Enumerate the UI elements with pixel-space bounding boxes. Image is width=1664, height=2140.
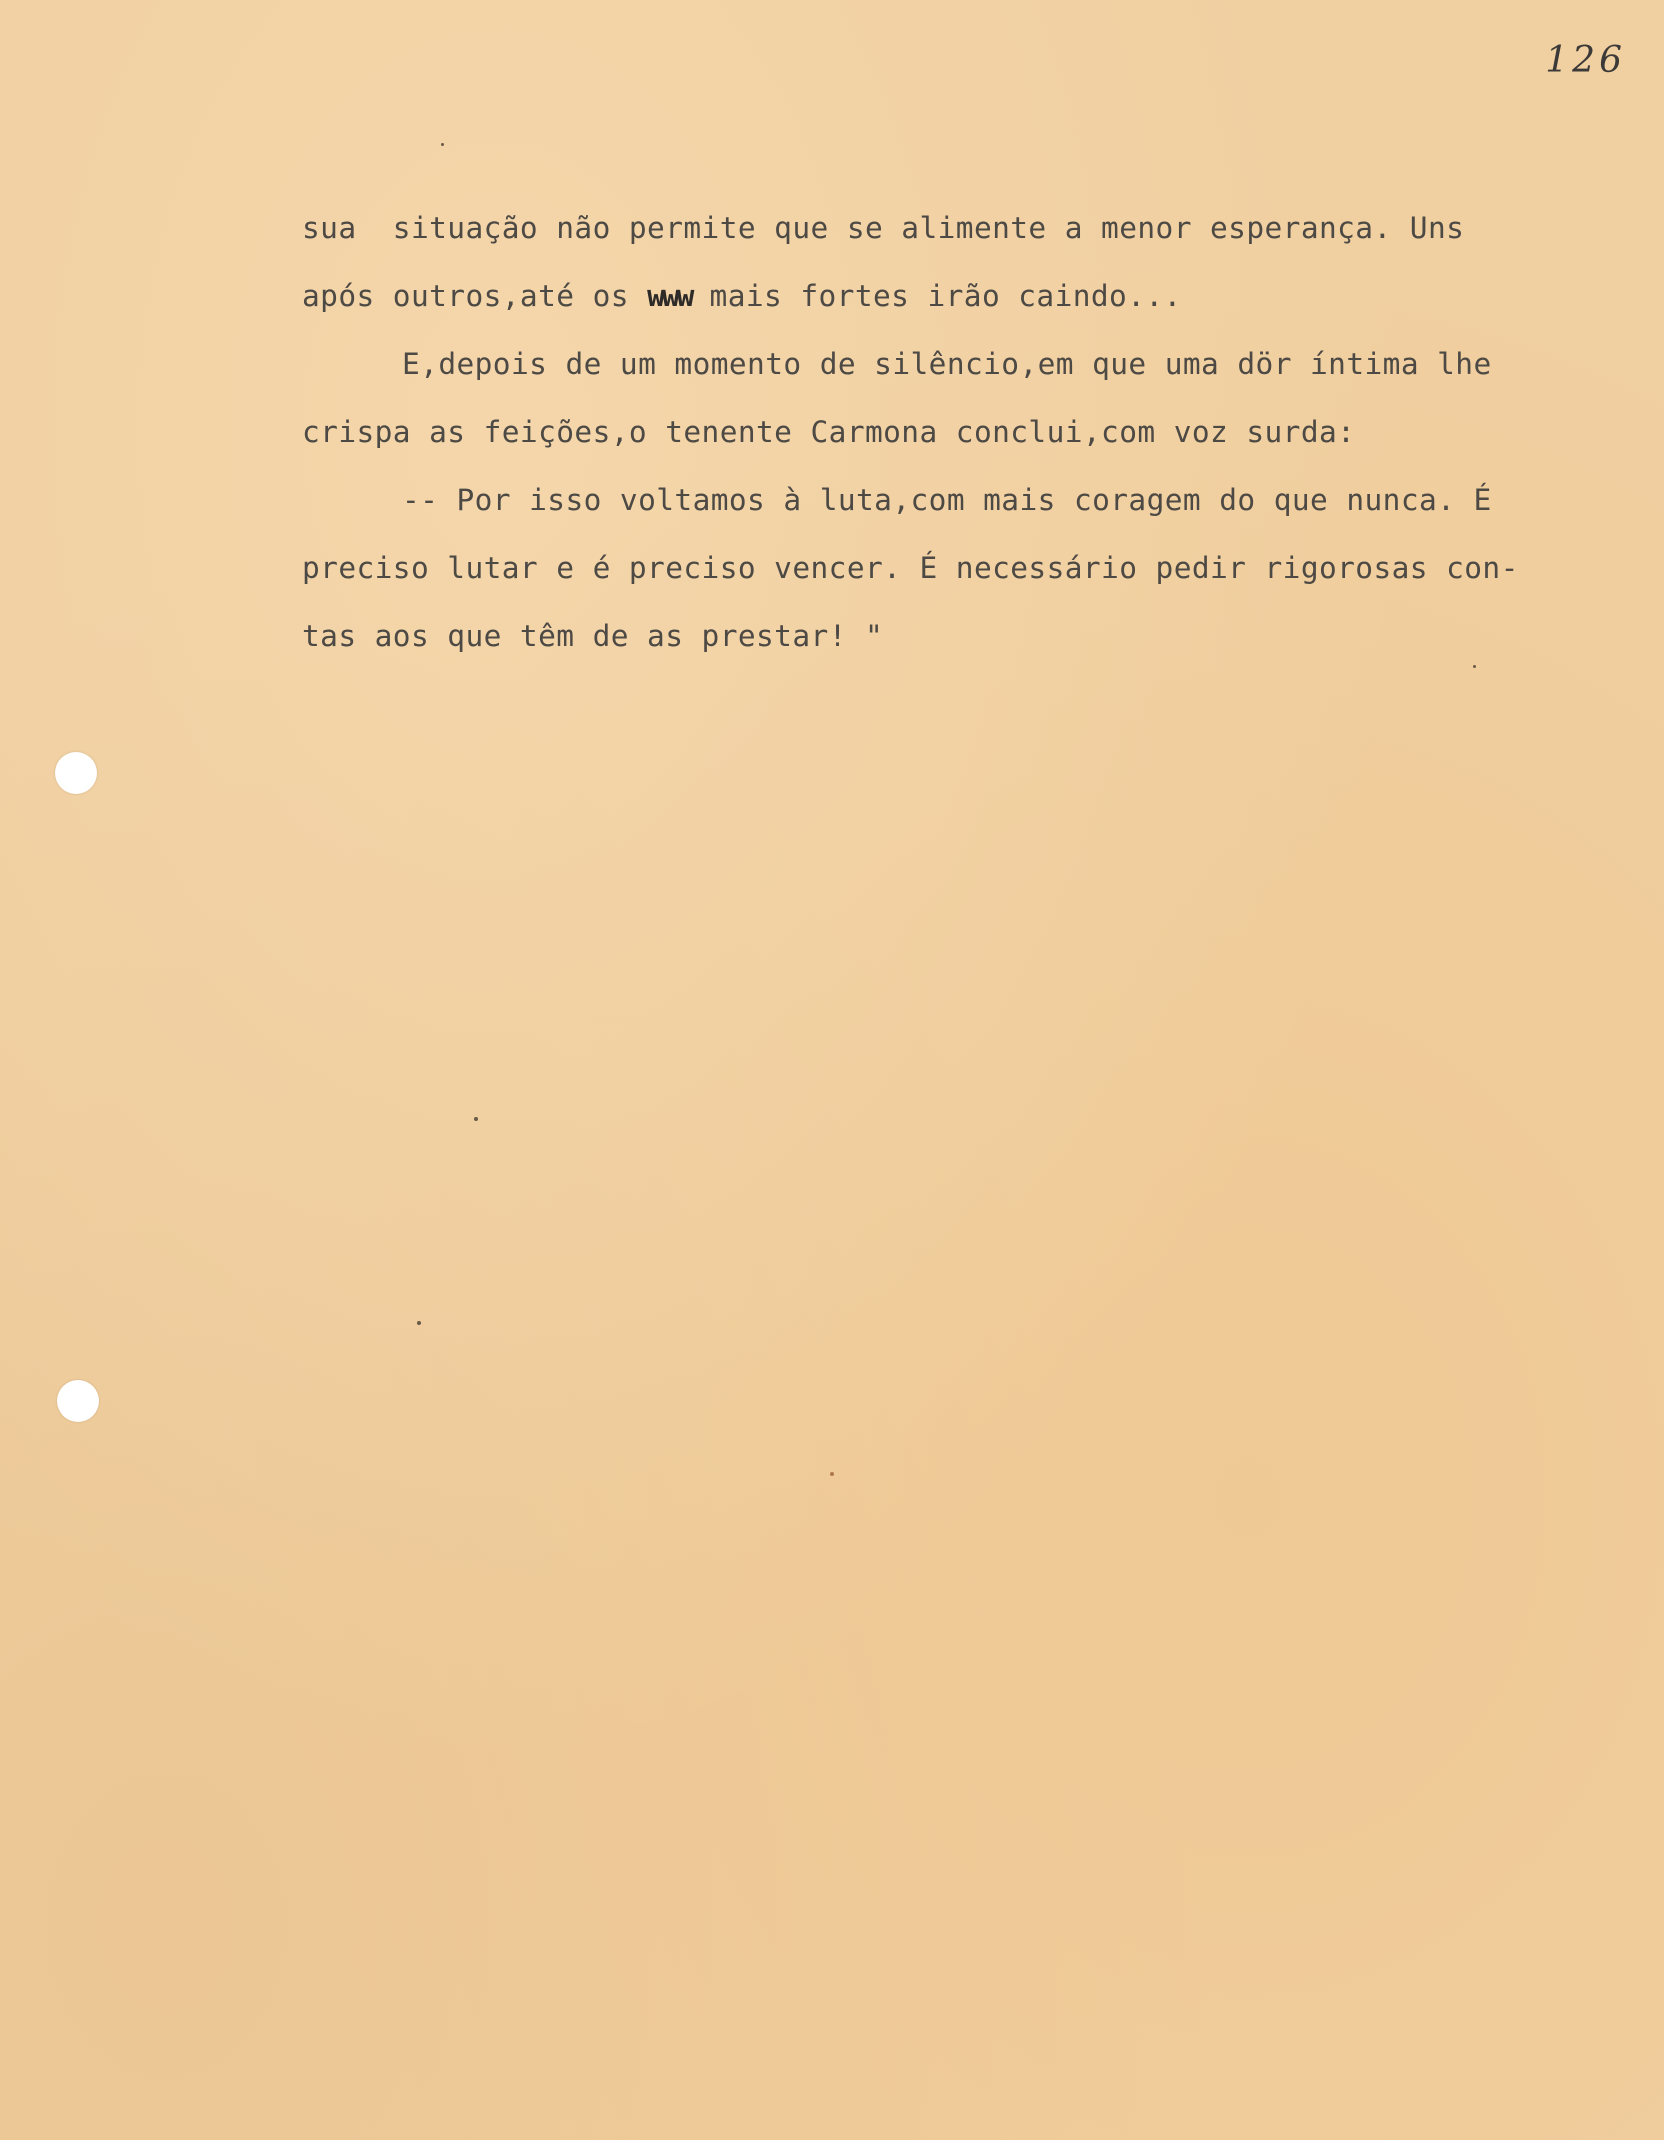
text-line-1: sua situação não permite que se alimente a menor esperança. Uns [302,211,1465,245]
text-line-2 [302,262,1632,330]
punch-hole-top [55,752,97,794]
text-line-7: tas aos que têm de as prestar! " [302,619,884,653]
text-line-2-end: mais fortes irão caindo... [709,279,1182,313]
paper-speck [441,143,444,146]
paper-speck [474,1117,478,1121]
text-line-3: E,depois de um momento de silêncio,em que uma dör íntima lhe [402,347,1492,381]
struck-out-word: www [647,279,692,313]
paper-speck [830,1472,834,1476]
punch-hole-bottom [57,1380,99,1422]
handwritten-page-number: 126 [1545,40,1626,81]
text-line-2-start: após outros,até os [302,279,629,313]
text-line-6: preciso lutar e é preciso vencer. É necessário pedir rigorosas con- [302,551,1519,585]
text-line-4: crispa as feições,o tenente Carmona conclui,com voz surda: [302,415,1356,449]
document-body [302,194,1632,670]
paper-speck [1473,665,1476,668]
text-line-5: -- Por isso voltamos à luta,com mais coragem do que nunca. É [402,483,1492,517]
paper-speck [417,1321,421,1325]
